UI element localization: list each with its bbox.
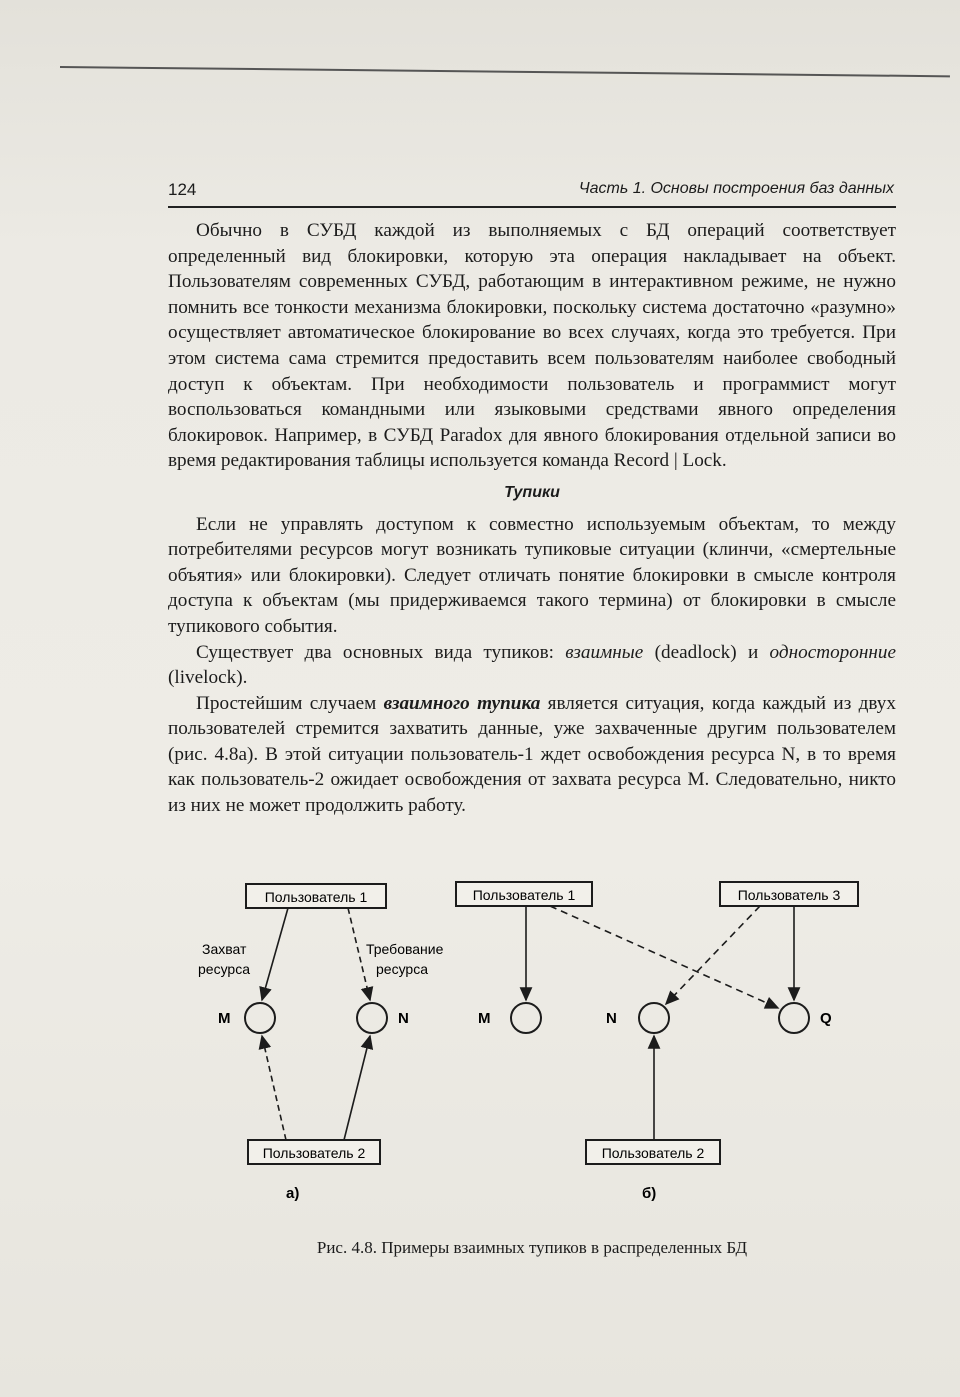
text-run: является ситуация, когда каждый из двух пользователей стремится захватить данные, уже захваченные другим пользователем (рис. 4.8а). В этой ситуации пользователь-1 ждет освобождения ресурса N, в то время как пользователь-2 ожидает освобождения от захвата ресурса M. Следовательно, никто из них не может продолжить работу. <box>168 692 896 817</box>
resource-n-a <box>357 1003 387 1033</box>
arrow-u1-q <box>550 906 778 1008</box>
figure-4-8 <box>190 868 890 1218</box>
paragraph-mutual-deadlock <box>168 691 896 819</box>
arrow-request-a2 <box>262 1036 286 1140</box>
text-run: Простейшим случаем <box>196 692 384 714</box>
capture-label-1: Захват <box>202 941 247 957</box>
deadlock-diagram <box>190 868 890 1218</box>
panel-b-label: б) <box>642 1185 657 1202</box>
running-title: Часть 1. Основы построения баз данных <box>578 180 894 197</box>
panel-b <box>456 882 858 1202</box>
user1-label-b: Пользователь 1 <box>472 887 576 903</box>
resource-m-a <box>245 1003 275 1033</box>
arrow-u3-n <box>666 906 760 1004</box>
arrow-capture-a <box>262 908 288 1000</box>
term-mutual-deadlock: взаимного тупика <box>383 692 541 714</box>
text-run: Существует два основных вида тупиков: <box>196 641 566 663</box>
paragraph-deadlock-types <box>168 640 896 691</box>
page-number: 124 <box>168 180 197 199</box>
resource-m-b <box>511 1003 541 1033</box>
resource-q-b <box>779 1003 809 1033</box>
user1-label-a: Пользователь 1 <box>264 889 368 905</box>
paragraph-deadlocks-intro: Если не управлять доступом к совместно используемым объектам, то между потребителями ресурсов могут возникать тупиковые ситуации (клинчи, «смертельные объятия» или блокировки). Следует отличать понятие блокировки в смысле контроля доступа к объектам (мы придерживаемся такого термина) от блокировки в смысле тупикового события. <box>168 513 896 637</box>
user3-label-b: Пользователь 3 <box>737 887 841 903</box>
panel-a-label: а) <box>286 1185 300 1202</box>
panel-a <box>198 884 444 1202</box>
figure-caption: Рис. 4.8. Примеры взаимных тупиков в распределенных БД <box>316 1238 748 1257</box>
section-heading: Тупики <box>504 483 560 501</box>
capture-label-2: ресурса <box>198 961 250 977</box>
text-run: (livelock). <box>168 667 248 689</box>
term-mutual: взаимные <box>565 641 644 663</box>
res-q-label-b: Q <box>820 1010 832 1027</box>
request-label-2: ресурса <box>376 961 428 977</box>
res-m-label-a: M <box>218 1010 231 1027</box>
running-head <box>168 180 896 208</box>
scan-edge-line <box>60 66 950 77</box>
res-n-label-a: N <box>398 1010 409 1027</box>
resource-n-b <box>639 1003 669 1033</box>
paragraph-locking: Обычно в СУБД каждой из выполняемых с БД операций соответствует определенный вид блокировки, которую эта операция накладывает на объект. Пользователям современных СУБД, работающим в интерактивном режиме, не нужно помнить все тонкости механизма блокировки, поскольку система достаточно «разумно» осуществляет автоматическое блокирование во всех случаях, когда это требуется. При этом система сама стремится предоставить всем пользователям наиболее свободный доступ к объектам. При необходимости пользователь и программист могут воспользоваться командными или языковыми средствами явного определения блокировок. Например, в СУБД Paradox для явного блокирования отдельной записи во время редактирования таблицы используется команда Record | Lock. <box>168 220 896 472</box>
res-m-label-b: M <box>478 1010 491 1027</box>
user2-label-a: Пользователь 2 <box>262 1145 366 1161</box>
term-one-sided: односторонние <box>769 641 897 663</box>
body-text <box>168 218 896 819</box>
text-run: (deadlock) и <box>643 641 770 663</box>
arrow-capture-a2 <box>344 1036 370 1140</box>
res-n-label-b: N <box>606 1010 617 1027</box>
request-label-1: Требование <box>366 941 444 957</box>
user2-label-b: Пользователь 2 <box>601 1145 705 1161</box>
